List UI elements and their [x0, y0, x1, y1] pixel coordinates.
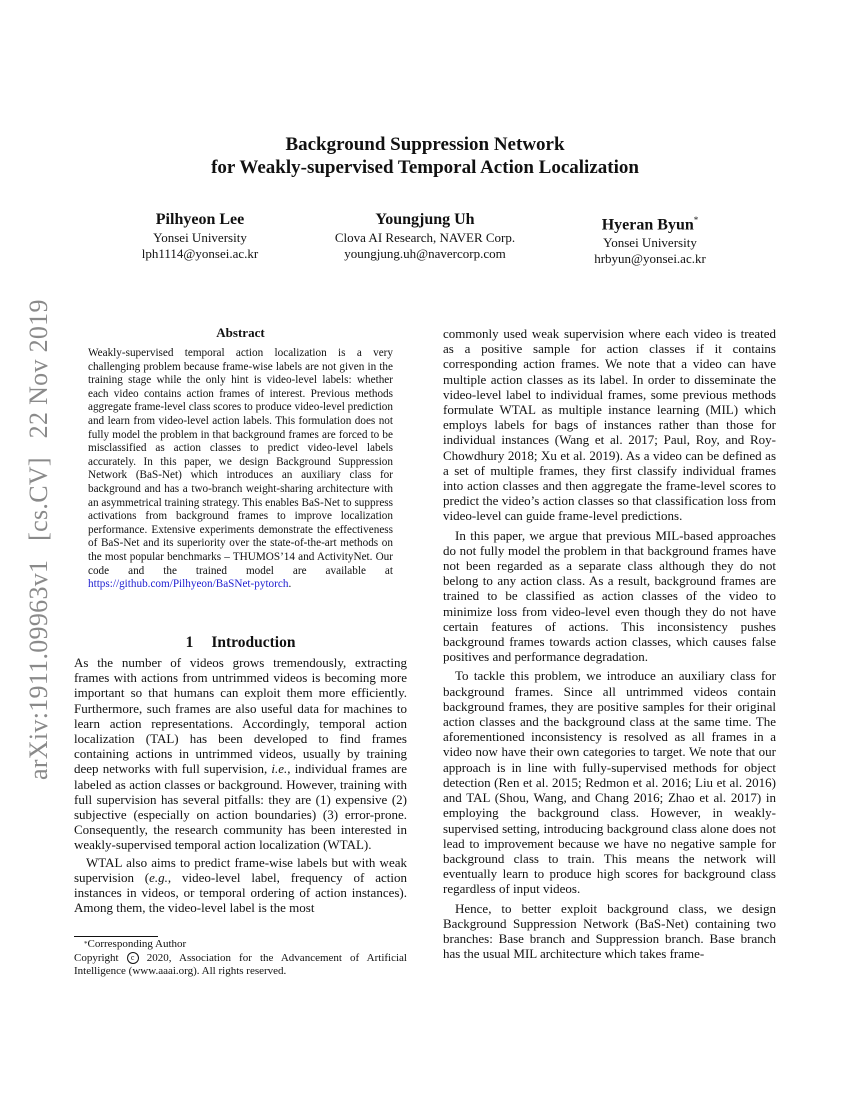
- arxiv-category: [cs.CV]: [24, 457, 53, 541]
- intro-p2-b: , video-level label, frequency of action instances in videos, or temporal ordering of action instances). Among them, the video-level label is the most: [74, 869, 407, 916]
- footnote-rule: [74, 936, 158, 937]
- author-2: [295, 210, 555, 262]
- author-email: youngjung.uh@navercorp.com: [344, 246, 506, 261]
- section-title: Introduction: [211, 634, 296, 651]
- code-link[interactable]: https://github.com/Pilhyeon/BaSNet-pytorch: [88, 578, 289, 591]
- section-number: 1: [185, 634, 194, 651]
- intro-p2-a: WTAL also aims to predict frame-wise labels but with weak supervision (: [74, 854, 407, 885]
- intro-paragraph-2: [74, 855, 407, 916]
- introduction-left-column: [74, 655, 407, 915]
- copyright-prefix: Copyright: [74, 951, 127, 964]
- intro-p2-eg: e.g.: [149, 869, 168, 885]
- section-heading-introduction: [74, 634, 407, 652]
- intro-p1-ie: i.e.: [271, 761, 288, 777]
- title-line-2: for Weakly-supervised Temporal Action Localization: [211, 157, 639, 178]
- author-name: Youngjung Uh: [375, 211, 475, 228]
- intro-p1-rest: , individual frames are labeled as action classes or background. However, training with full supervision has several pitfalls: they are (1) expensive (2) subjective (especially on action boundaries) (3) error-prone. Consequently, the research community has been interested in weakly-supervised temporal action localization (WTAL).: [74, 761, 407, 853]
- right-paragraph-3: To tackle this problem, we introduce an auxiliary class for background frames. Since all untrimmed videos contain background frames, they are positive samples for their original action classes and the background class at the same time. The aforementioned inconsistency is resolved as all frames in a video now have their own categories to target. We note that our approach is in line with fully-supervised methods for object detection (Ren et al. 2015; Redmon et al. 2016; Liu et al. 2016) and TAL (Shou, Wang, and Chang 2016; Zhao et al. 2017) in employing the background class. However, in weakly-supervised setting, introducing background class alone does not lead to improvement because we have no negative sample for background class to train. This means the network will eventually learn to produce high scores for background class regardless of input videos.: [443, 668, 776, 897]
- author-name: Hyeran Byun: [601, 216, 694, 234]
- arxiv-date: 22 Nov 2019: [24, 299, 53, 439]
- right-paragraph-2: In this paper, we argue that previous MIL-based approaches do not fully model the problem in that background frames have not been regarded as a separate class although they do not belong to any action class. As a result, background frames are trained to be classified as action classes of the video to minimize loss from video-level even though they do not have certain features of actions. This inconsistency pushes background frames towards action classes, which causes false positives and performance degradation.: [443, 527, 776, 665]
- author-affiliation: Yonsei University: [153, 230, 247, 245]
- right-paragraph-1: commonly used weak supervision where each video is treated as a positive sample for action classes if it contains corresponding action frames. We note that a video can have multiple action classes as its label. In order to disseminate the video-level label to individual frames, some previous methods formulate WTAL as multiple instance learning (MIL) which employs labels for bags of instances rather than those for individual instances (Wang et al. 2017; Paul, Roy, and Roy-Chowdhury 2018; Xu et al. 2019). As a video can be defined as a set of multiple frames, they first classify individual frames into action classes and then aggregate the frame-level scores to predict the video’s action classes so that classification loss from video-level can guide frame-level predictions.: [443, 326, 776, 524]
- author-email: lph1114@yonsei.ac.kr: [141, 246, 259, 261]
- abstract-text: Weakly-supervised temporal action localization is a very challenging problem because frame-wise labels are not given in the training stage while the only hint is video-level labels: whether each video contains action frames of interest. Previous methods aggregate frame-level class scores to produce video-level prediction and learn from video-level action labels. This formulation does not fully model the problem in that background frames are forced to be misclassified as action classes to predict video-level labels accurately. In this paper, we design Background Suppression Network (BaS-Net) which introduces an auxiliary class for background and has a two-branch weight-sharing architecture with an asymmetrical training strategy. This enables BaS-Net to suppress activations from background frames to improve localization performance. Extensive experiments demonstrate the effectiveness of BaS-Net and its superiority over the state-of-the-art methods on the most popular benchmarks – THUMOS’14 and ActivityNet. Our code and the trained model are available at: [88, 347, 393, 577]
- abstract-heading: Abstract: [216, 325, 265, 340]
- author-affiliation: Yonsei University: [603, 235, 697, 251]
- corresponding-mark: *: [693, 215, 699, 225]
- footnotes: [74, 938, 407, 979]
- copyright-text: 2020, Association for the Advancement of Artificial Intelligence (www.aaai.org). All rights reserved.: [74, 951, 407, 977]
- corresponding-author-note: [74, 938, 407, 952]
- intro-paragraph-1: [74, 655, 407, 853]
- author-1: [70, 210, 330, 262]
- paper-title: [0, 133, 850, 179]
- right-paragraph-4: Hence, to better exploit background class, we design Background Suppression Network (BaS-Net) containing two branches: Base branch and Suppression branch. Base branch has the usual MIL architecture which takes frame-: [443, 900, 776, 962]
- abstract-end: .: [288, 578, 292, 591]
- author-affiliation: Clova AI Research, NAVER Corp.: [334, 230, 516, 245]
- footnote-star: *: [84, 940, 88, 948]
- author-email: hrbyun@yonsei.ac.kr: [594, 251, 706, 267]
- copyright-note: [74, 952, 407, 979]
- author-3: [520, 210, 780, 267]
- arxiv-id: arXiv:1911.09963v1: [24, 559, 53, 780]
- title-line-1: Background Suppression Network: [285, 134, 565, 155]
- intro-p1-text: As the number of videos grows tremendously, extracting frames with actions from untrimmed videos is becoming more important so that humans can exploit them more efficiently. Furthermore, such frames are also useful data for machines to learn action representations. Accordingly, temporal action localization (TAL) has been developed to find frames containing actions in untrimmed videos, usually by training deep networks with full supervision,: [74, 655, 407, 777]
- right-column: [443, 326, 776, 961]
- copyright-icon: c: [127, 952, 139, 964]
- author-name: Pilhyeon Lee: [155, 211, 245, 228]
- footnote-corresponding: Corresponding Author: [87, 938, 187, 950]
- abstract-body: [88, 347, 393, 592]
- arxiv-stamp: [22, 280, 56, 780]
